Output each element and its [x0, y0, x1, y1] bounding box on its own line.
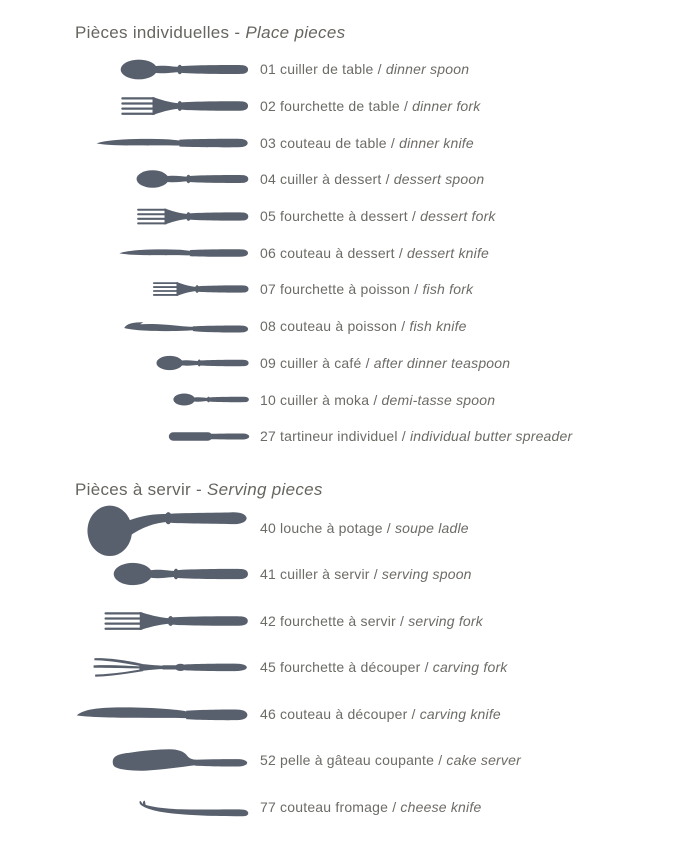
item-label-fr: 05 fourchette à dessert: [260, 208, 408, 225]
section-title-en: Serving pieces: [207, 479, 323, 499]
item-label: [260, 706, 501, 722]
section-title-serving-pieces: [75, 455, 674, 502]
cake-server-icon: [0, 745, 250, 776]
separator: /: [392, 798, 397, 815]
item-label-en: serving fork: [408, 612, 483, 629]
item-label-fr: 06 couteau à dessert: [260, 244, 395, 261]
separator: /: [400, 612, 405, 629]
row-45-carving-fork: [0, 644, 674, 691]
item-label-en: dinner knife: [399, 134, 474, 151]
section-title-place-pieces: [75, 0, 674, 45]
row-09-after-dinner-teaspoon: [0, 345, 674, 382]
item-label-en: dessert spoon: [393, 171, 485, 188]
item-label: [260, 613, 483, 629]
separator: /: [390, 134, 395, 151]
item-label: [260, 135, 474, 151]
demi-tasse-spoon-icon: [0, 392, 250, 407]
dessert-fork-icon: [0, 205, 250, 228]
item-label-en: fish fork: [422, 281, 474, 298]
separator: /: [386, 519, 391, 536]
cheese-knife-icon: [0, 797, 250, 817]
row-52-cake-server: [0, 737, 674, 784]
row-04-dessert-spoon: [0, 161, 674, 198]
separator: /: [438, 752, 443, 769]
row-10-demi-tasse-spoon: [0, 381, 674, 418]
item-label-fr: 07 fourchette à poisson: [260, 281, 411, 298]
dessert-knife-icon: [0, 246, 250, 260]
row-41-serving-spoon: [0, 551, 674, 598]
fish-knife-icon: [0, 319, 250, 334]
fish-fork-icon: [0, 279, 250, 299]
soup-ladle-icon: [0, 500, 250, 556]
row-07-fish-fork: [0, 271, 674, 308]
butter-spreader-icon: [0, 431, 250, 442]
item-label: [260, 392, 495, 408]
item-label-fr: 42 fourchette à servir: [260, 612, 396, 629]
item-label-en: carving fork: [432, 659, 508, 676]
after-dinner-teaspoon-icon: [0, 354, 250, 372]
separator: /: [377, 61, 382, 78]
item-label-en: demi-tasse spoon: [381, 391, 496, 408]
dinner-fork-icon: [0, 93, 250, 119]
item-label-fr: 45 fourchette à découper: [260, 659, 421, 676]
carving-knife-icon: [0, 703, 250, 725]
item-label: [260, 520, 469, 536]
item-label: [260, 355, 510, 371]
dinner-knife-icon: [0, 135, 250, 151]
row-27-butter-spreader: [0, 418, 674, 455]
separator: /: [411, 208, 416, 225]
item-label-fr: 01 cuiller de table: [260, 61, 374, 78]
row-06-dessert-knife: [0, 234, 674, 271]
item-label-fr: 27 tartineur individuel: [260, 428, 398, 445]
item-label-en: cheese knife: [400, 798, 482, 815]
item-label: [260, 659, 508, 675]
item-label: [260, 428, 572, 444]
item-label-fr: 02 fourchette de table: [260, 98, 400, 115]
carving-fork-icon: [0, 654, 250, 680]
separator: /: [398, 244, 403, 261]
section-title-fr: Pièces individuelles -: [75, 23, 241, 42]
item-label: [260, 566, 472, 582]
row-01-dinner-spoon: [0, 51, 674, 88]
separator: /: [373, 566, 378, 583]
serving-pieces-list: [0, 505, 674, 831]
section-title-fr: Pièces à servir -: [75, 479, 202, 499]
item-label-fr: 09 cuiller à café: [260, 354, 362, 371]
row-03-dinner-knife: [0, 124, 674, 161]
item-label: [260, 245, 489, 261]
separator: /: [401, 428, 406, 445]
row-08-fish-knife: [0, 308, 674, 345]
item-label: [260, 171, 484, 187]
separator: /: [385, 171, 390, 188]
serving-spoon-icon: [0, 560, 250, 588]
item-label-en: cake server: [446, 752, 521, 769]
item-label-fr: 46 couteau à découper: [260, 705, 408, 722]
item-label-fr: 40 louche à potage: [260, 519, 383, 536]
item-label-fr: 52 pelle à gâteau coupante: [260, 752, 435, 769]
item-label-fr: 41 cuiller à servir: [260, 566, 370, 583]
item-label: [260, 61, 469, 77]
row-05-dessert-fork: [0, 198, 674, 235]
row-02-dinner-fork: [0, 88, 674, 125]
item-label: [260, 318, 467, 334]
item-label-en: dinner fork: [412, 98, 481, 115]
row-42-serving-fork: [0, 598, 674, 645]
place-pieces-list: [0, 51, 674, 455]
row-77-cheese-knife: [0, 784, 674, 831]
separator: /: [411, 705, 416, 722]
item-label-fr: 77 couteau fromage: [260, 798, 389, 815]
item-label-en: after dinner teaspoon: [373, 354, 511, 371]
item-label-en: dinner spoon: [385, 61, 470, 78]
separator: /: [403, 98, 409, 115]
separator: /: [373, 391, 378, 408]
item-label: [260, 799, 481, 815]
item-label-en: serving spoon: [381, 566, 472, 583]
item-label-en: dessert fork: [420, 208, 496, 225]
separator: /: [424, 659, 429, 676]
item-label-fr: 04 cuiller à dessert: [260, 171, 382, 188]
item-label-fr: 10 cuiller à moka: [260, 391, 370, 408]
dinner-spoon-icon: [0, 57, 250, 82]
separator: /: [414, 281, 419, 298]
item-label-en: carving knife: [419, 705, 501, 722]
row-46-carving-knife: [0, 691, 674, 738]
item-label: [260, 208, 496, 224]
item-label-fr: 03 couteau de table: [260, 134, 387, 151]
section-title-en: Place pieces: [245, 23, 346, 42]
separator: /: [365, 354, 370, 371]
item-label-fr: 08 couteau à poisson: [260, 318, 398, 335]
item-label-en: fish knife: [409, 318, 467, 335]
item-label: [260, 98, 480, 114]
item-label-en: soupe ladle: [394, 519, 469, 536]
item-label-en: individual butter spreader: [409, 428, 573, 445]
dessert-spoon-icon: [0, 168, 250, 190]
item-label-en: dessert knife: [407, 244, 490, 261]
serving-fork-icon: [0, 608, 250, 634]
separator: /: [401, 318, 406, 335]
row-40-soup-ladle: [0, 505, 674, 552]
item-label: [260, 752, 521, 768]
item-label: [260, 281, 473, 297]
